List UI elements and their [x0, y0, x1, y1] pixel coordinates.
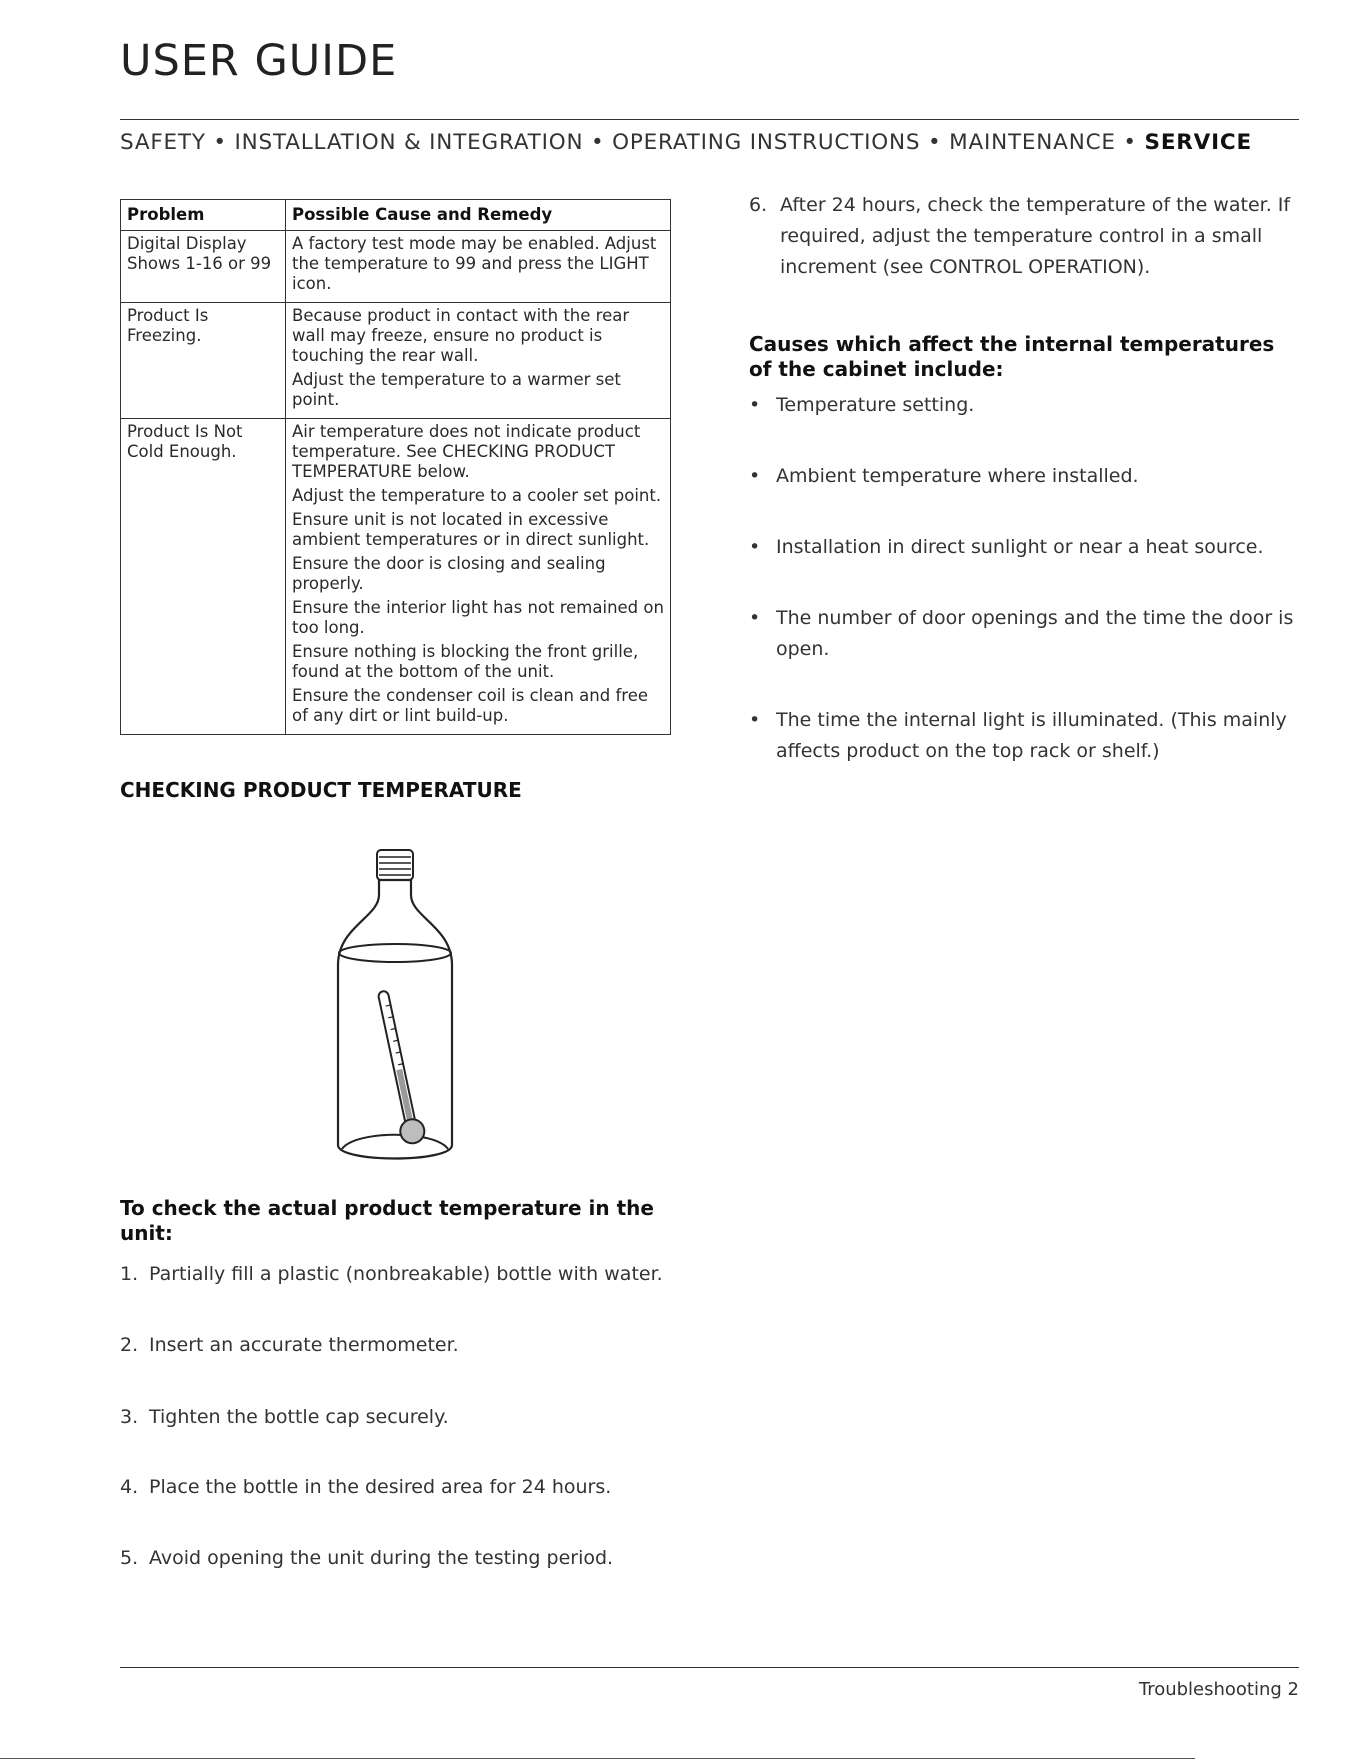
footer-divider: [120, 1667, 1299, 1668]
list-item: [120, 1472, 680, 1503]
remedy-text: Air temperature does not indicate product temperature. See CHECKING PRODUCT TEMPERATURE below.: [292, 422, 641, 481]
breadcrumb-current: SERVICE: [1144, 130, 1252, 155]
header-divider: [120, 119, 1299, 120]
table-row: [121, 303, 671, 419]
step-text: Partially fill a plastic (nonbreakable) bottle with water.: [149, 1263, 663, 1285]
bottle-with-thermometer-icon: [330, 845, 460, 1175]
remedy-text: Adjust the temperature to a warmer set point.: [292, 370, 621, 409]
cause-text: The number of door openings and the time the door is open.: [776, 607, 1294, 660]
step-text: Avoid opening the unit during the testing period.: [149, 1547, 614, 1569]
list-item: [120, 1543, 680, 1574]
problem-cell: Product Is Freezing.: [121, 303, 286, 419]
remedy-text: Ensure the condenser coil is clean and free of any dirt or lint build-up.: [292, 686, 649, 725]
checking-subheading: To check the actual product temperature in the unit:: [120, 1196, 654, 1245]
list-item: [749, 705, 1299, 767]
list-item: [749, 461, 1299, 492]
list-item: [120, 1330, 680, 1361]
table-row: [121, 231, 671, 303]
section-heading-checking: CHECKING PRODUCT TEMPERATURE: [120, 778, 522, 802]
bullet-icon: •: [749, 394, 761, 416]
remedy-cell: [286, 419, 671, 735]
column-header-problem: Problem: [121, 200, 286, 231]
list-item: [749, 532, 1299, 563]
list-item: [749, 390, 1299, 421]
bullet-icon: •: [749, 536, 761, 558]
bullet-icon: •: [749, 709, 761, 731]
remedy-text: A factory test mode may be enabled. Adjust the temperature to 99 and press the LIGHT icon.: [292, 234, 657, 293]
remedy-text: Ensure the interior light has not remained on too long.: [292, 598, 664, 637]
bullet-icon: •: [749, 465, 761, 487]
section-breadcrumb: [120, 128, 1299, 158]
remedy-text: Ensure unit is not located in excessive ambient temperatures or in direct sunlight.: [292, 510, 650, 549]
remedy-cell: [286, 303, 671, 419]
step-text: Place the bottle in the desired area for 24 hours.: [149, 1476, 612, 1498]
causes-heading: Causes which affect the internal temperatures of the cabinet include:: [749, 332, 1275, 381]
bullet-icon: •: [749, 607, 761, 629]
step-text: Tighten the bottle cap securely.: [149, 1406, 449, 1428]
step-number: 1.: [120, 1263, 139, 1285]
list-item: [749, 603, 1299, 665]
list-item: [120, 1402, 680, 1433]
troubleshooting-table: [120, 199, 671, 735]
cause-text: Installation in direct sunlight or near a heat source.: [776, 536, 1264, 558]
column-header-remedy: Possible Cause and Remedy: [286, 200, 671, 231]
cause-text: Temperature setting.: [776, 394, 975, 416]
remedy-cell: [286, 231, 671, 303]
cause-text: Ambient temperature where installed.: [776, 465, 1139, 487]
list-item: [749, 190, 1299, 283]
remedy-text: Ensure the door is closing and sealing properly.: [292, 554, 606, 593]
page-title: USER GUIDE: [120, 36, 398, 86]
remedy-text: Adjust the temperature to a cooler set point.: [292, 486, 662, 505]
step-number: 6.: [749, 194, 768, 216]
remedy-text: Ensure nothing is blocking the front grille, found at the bottom of the unit.: [292, 642, 639, 681]
step-text: After 24 hours, check the temperature of the water. If required, adjust the temperature control in a small increment (see CONTROL OPERATION).: [780, 194, 1291, 278]
cause-text: The time the internal light is illuminated. (This mainly affects product on the top rack or shelf.): [776, 709, 1287, 762]
breadcrumb-sections: SAFETY • INSTALLATION & INTEGRATION • OPERATING INSTRUCTIONS • MAINTENANCE •: [120, 130, 1137, 155]
table-header-row: [121, 200, 671, 231]
problem-cell: Digital Display Shows 1-16 or 99: [121, 231, 286, 303]
step-text: Insert an accurate thermometer.: [149, 1334, 459, 1356]
step-number: 5.: [120, 1547, 139, 1569]
step-number: 4.: [120, 1476, 139, 1498]
page-edge-line: [0, 1758, 1195, 1759]
list-item: [120, 1259, 680, 1290]
table-row: [121, 419, 671, 735]
step-number: 3.: [120, 1406, 139, 1428]
remedy-text: Because product in contact with the rear wall may freeze, ensure no product is touching the rear wall.: [292, 306, 630, 365]
problem-cell: Product Is Not Cold Enough.: [121, 419, 286, 735]
page-footer-label: Troubleshooting 2: [1138, 1679, 1299, 1700]
step-number: 2.: [120, 1334, 139, 1356]
